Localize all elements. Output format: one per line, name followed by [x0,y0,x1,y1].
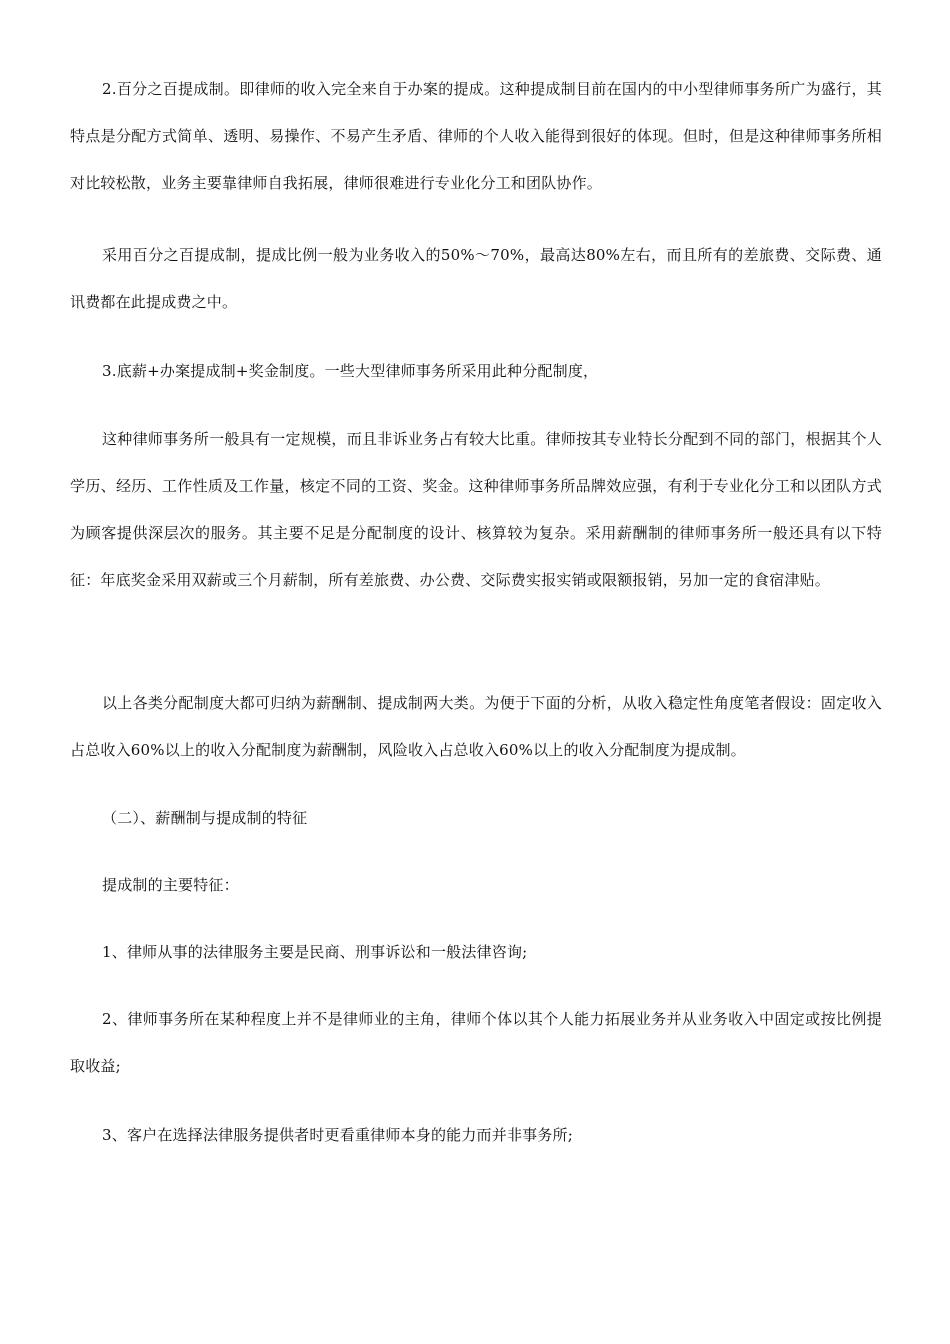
subheading-commission-features: 提成制的主要特征： [102,876,239,894]
list-item-1: 1、律师从事的法律服务主要是民商、刑事诉讼和一般法律咨询; [102,943,528,961]
paragraph-classification: 以上各类分配制度大都可归纳为薪酬制、提成制两大类。为便于下面的分析，从收入稳定性角度笔者假设：固定收入占总收入60%以上的收入分配制度为薪酬制，风险收入占总收入60%以上的收入分配制度为提成制。 [70,694,882,759]
paragraph-commission-100-percent: 2.百分之百提成制。即律师的收入完全来自于办案的提成。这种提成制目前在国内的中小型律师事务所广为盛行，其特点是分配方式简单、透明、易操作、不易产生矛盾、律师的个人收入能得到很好的体现。但时，但是这种律师事务所相对比较松散，业务主要靠律师自我拓展，律师很难进行专业化分工和团队协作。 [70,80,882,192]
list-item-2: 2、律师事务所在某种程度上并不是律师业的主角，律师个体以其个人能力拓展业务并从业务收入中固定或按比例提取收益; [70,1010,882,1075]
paragraph-commission-ratio: 采用百分之百提成制，提成比例一般为业务收入的50%～70%，最高达80%左右，而且所有的差旅费、交际费、通讯费都在此提成费之中。 [70,246,882,311]
paragraph-large-firm-description: 这种律师事务所一般具有一定规模，而且非诉业务占有较大比重。律师按其专业特长分配到不同的部门，根据其个人学历、经历、工作性质及工作量，核定不同的工资、奖金。这种律师事务所品牌效应强，有利于专业化分工和以团队方式为顾客提供深层次的服务。其主要不足是分配制度的设计、核算较为复杂。采用薪酬制的律师事务所一般还具有以下特征：年底奖金采用双薪或三个月薪制，所有差旅费、办公费、交际费实报实销或限额报销，另加一定的食宿津贴。 [70,430,882,589]
section-heading-features: （二）、薪酬制与提成制的特征 [102,809,308,827]
paragraph-base-salary-heading: 3.底薪+办案提成制+奖金制度。一些大型律师事务所采用此种分配制度， [102,362,599,380]
list-item-3: 3、客户在选择法律服务提供者时更看重律师本身的能力而并非事务所; [102,1126,574,1144]
